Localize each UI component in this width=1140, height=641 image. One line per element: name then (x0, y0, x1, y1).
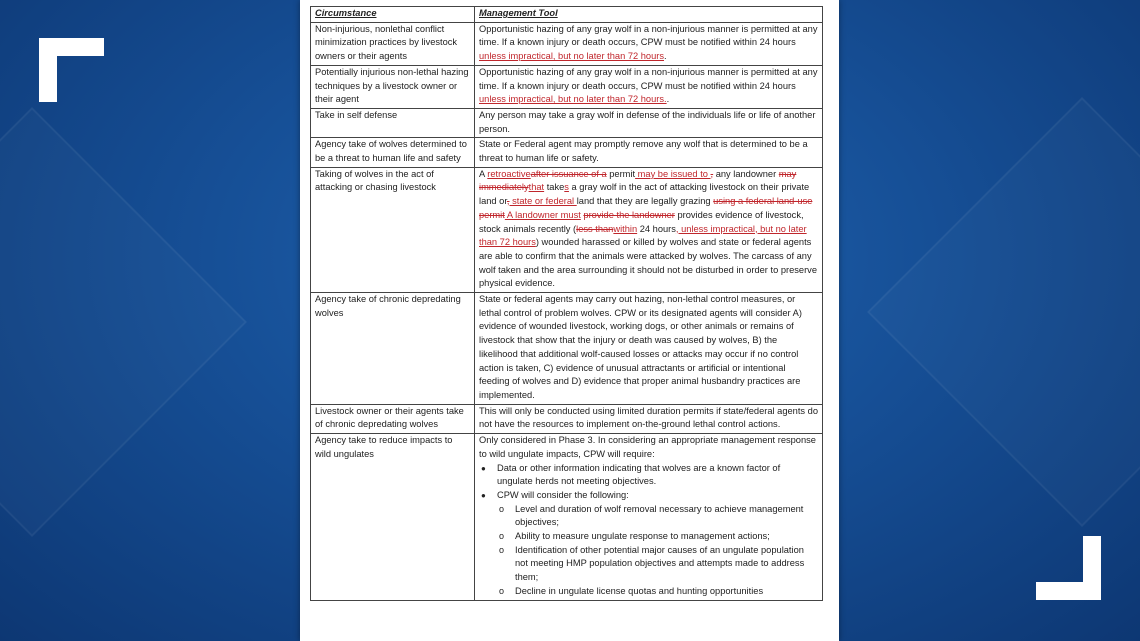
deleted-text: using a federal land-use permit (479, 196, 813, 220)
table-row (311, 434, 823, 600)
tool-text: 24 hours (637, 223, 676, 234)
list-item: o Level and duration of wolf removal necessary to achieve management objectives; (515, 503, 818, 530)
list-item (497, 489, 818, 599)
inserted-text: that (528, 182, 545, 193)
tool-cell: State or Federal agent may promptly remove any wolf that is determined to be a threat to human life or safety. (475, 138, 823, 167)
deleted-text: less than (576, 223, 614, 234)
list-item: ● Data or other information indicating that wolves are a known factor of ungulate herds not meeting objectives. (497, 462, 818, 489)
inserted-text: unless impractical, but no later than 72 hours (479, 51, 665, 62)
inserted-text: , unless impractical, but no later than 72 hours (479, 223, 807, 248)
tool-text: land that they are legally grazing (576, 196, 714, 207)
inserted-text: within (613, 223, 638, 234)
deleted-text: provide the landowner (583, 209, 675, 220)
sub-bullet-list (497, 503, 818, 599)
tool-text: A (479, 168, 488, 179)
tool-cell: This will only be conducted using limited duration permits if state/federal agents do not have the resources to implement on-the-ground lethal control actions. (475, 404, 823, 433)
inserted-text: A landowner must (504, 209, 581, 220)
tool-intro: Only considered in Phase 3. In considering an appropriate management response to wild ungulate impacts, CPW will require: (479, 435, 816, 459)
tool-cell (475, 167, 823, 292)
deleted-text: may immediately (479, 168, 797, 193)
tool-text: . (666, 94, 670, 105)
management-table (310, 6, 823, 601)
tool-cell (475, 434, 823, 600)
bullet-list (479, 462, 818, 599)
list-item: o Identification of other potential major causes of an ungulate population not meeting HMP population objectives and attempts made to address them; (515, 544, 818, 585)
tool-text: ) wounded harassed or killed by wolves and state or federal agents are able to confirm that the animals were attacked by wolves. The carcass of any wolf taken and the area surrounding it should not be disturbed in order to preserve physical evidence. (479, 237, 817, 289)
tool-cell (475, 65, 823, 108)
circumstance-cell: Agency take to reduce impacts to wild ungulates (311, 434, 475, 600)
table-row (311, 404, 823, 433)
tool-cell (475, 22, 823, 65)
tool-cell: Any person may take a gray wolf in defense of the individuals life or life of another person. (475, 108, 823, 137)
deleted-text: after issuance of a (530, 168, 607, 179)
circumstance-cell: Potentially injurious non-lethal hazing techniques by a livestock owner or their agent (311, 65, 475, 108)
tool-text: any landowner (713, 168, 779, 179)
document-page (300, 0, 839, 641)
deleted-text: , (710, 168, 714, 179)
tool-text: provides evidence of livestock, stock animals recently ( (479, 209, 804, 234)
table-row (311, 293, 823, 405)
tool-text: take (544, 182, 565, 193)
inserted-text: state or federal (509, 196, 577, 207)
list-item: o Decline in ungulate license quotas and hunting opportunities (515, 585, 818, 599)
circumstance-cell: Agency take of chronic depredating wolves (311, 293, 475, 405)
tool-text: . (664, 51, 667, 62)
deleted-text: , (506, 196, 510, 207)
table-row (311, 138, 823, 167)
inserted-text: may be issued to (635, 168, 711, 179)
list-item-label: CPW will consider the following: (497, 489, 629, 500)
table-row (311, 167, 823, 292)
table-row (311, 22, 823, 65)
tool-text: a gray wolf in the act of attacking livestock on their private land or (479, 182, 810, 207)
tool-text: permit (606, 168, 636, 179)
header-management-tool: Management Tool (475, 7, 823, 23)
circumstance-cell: Non-injurious, nonlethal conflict minimization practices by livestock owners or their agents (311, 22, 475, 65)
tool-text: Opportunistic hazing of any gray wolf in a non-injurious manner is permitted at any time. If a known injury or death occurs, CPW must be notified within 24 hours (479, 23, 818, 48)
background-diamond-right (867, 97, 1140, 527)
circumstance-cell: Agency take of wolves determined to be a threat to human life and safety (311, 138, 475, 167)
tool-text: Opportunistic hazing of any gray wolf in a non-injurious manner is permitted at any time. If a known injury or death occurs, CPW must be notified within 24 hours (479, 66, 818, 91)
table-row (311, 108, 823, 137)
inserted-text: retroactive (487, 168, 531, 179)
table-header-row (311, 7, 823, 23)
inserted-text: unless impractical, but no later than 72 hours. (479, 94, 667, 105)
circumstance-cell: Take in self defense (311, 108, 475, 137)
background-diamond-left (0, 107, 247, 537)
list-item: o Ability to measure ungulate response to management actions; (515, 530, 818, 544)
table-row (311, 65, 823, 108)
circumstance-cell: Taking of wolves in the act of attacking or chasing livestock (311, 167, 475, 292)
circumstance-cell: Livestock owner or their agents take of chronic depredating wolves (311, 404, 475, 433)
header-circumstance: Circumstance (311, 7, 475, 23)
tool-cell: State or federal agents may carry out hazing, non-lethal control measures, or lethal control of problem wolves. CPW or its designated agents will consider A) evidence of wounded livestock, working dogs, or other animals or remains of livestock that show that the injury or death was caused by wolves, B) the likelihood that additional wolf-caused losses or attacks may occur if no control action is taken, C) evidence of unusual attractants or artificial or intentional feeding of wolves and D) evidence that proper animal husbandry practices are implemented. (475, 293, 823, 405)
inserted-text: s (564, 182, 569, 193)
